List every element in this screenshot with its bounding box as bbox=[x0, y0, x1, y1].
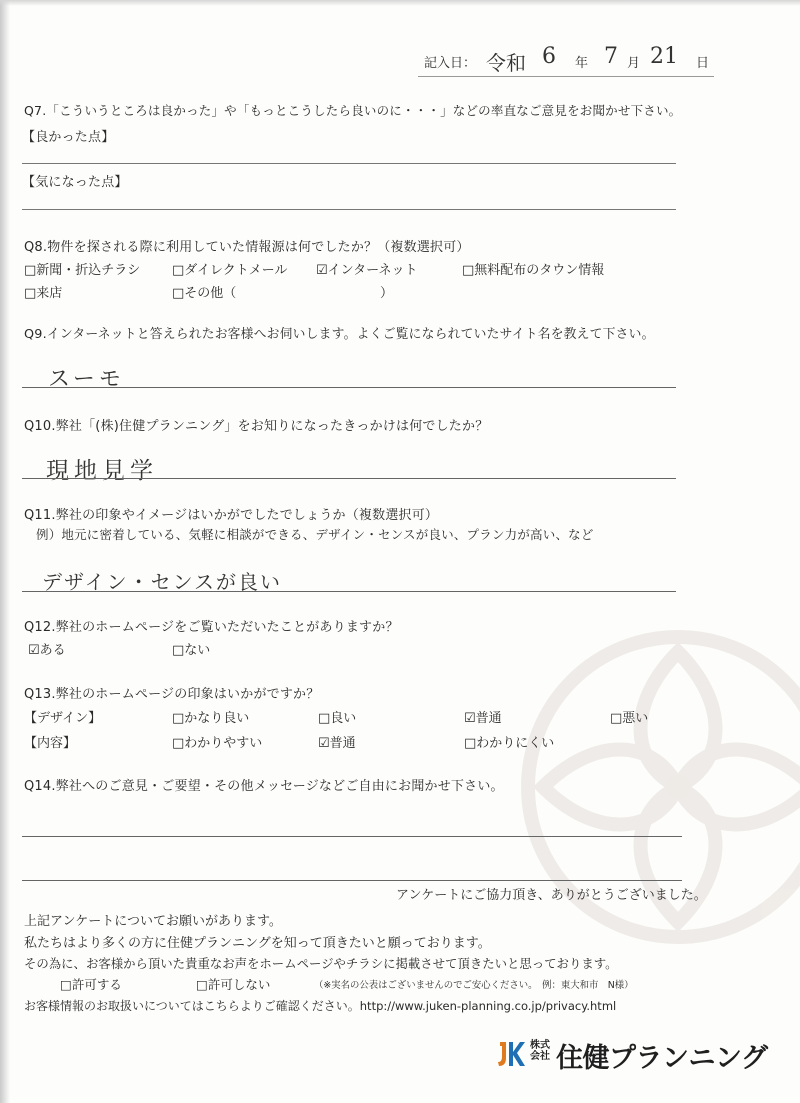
option-label: わかりにくい bbox=[476, 736, 555, 751]
q13-design-label: 【デザイン】 bbox=[24, 711, 102, 726]
checkbox-icon[interactable]: □ bbox=[196, 977, 208, 992]
q13-question: Q13.弊社のホームページの印象はいかがですか？ bbox=[24, 687, 320, 702]
date-day-unit: 日 bbox=[696, 56, 710, 71]
date-label: 記入日： bbox=[424, 56, 477, 71]
date-year-unit: 年 bbox=[575, 56, 589, 71]
date-month: 7 bbox=[604, 44, 618, 69]
checkbox-icon[interactable]: □ bbox=[318, 711, 331, 726]
option-label: 良い bbox=[330, 711, 357, 726]
q13-design-normal[interactable] bbox=[464, 707, 502, 726]
q10-answer: 現地見学 bbox=[46, 458, 158, 484]
page-edge-shadow bbox=[0, 0, 10, 1103]
request-line-2: 私たちはより多くの方に住健プランニングを知って頂きたいと願っております。 bbox=[24, 936, 491, 951]
checkbox-icon[interactable]: □ bbox=[172, 263, 185, 278]
q11-answer-line bbox=[22, 591, 676, 592]
date-month-unit: 月 bbox=[627, 56, 641, 71]
privacy-line bbox=[24, 997, 616, 1014]
q8-option-other[interactable] bbox=[172, 282, 236, 301]
q10-question: Q10.弊社「(株)住健プランニング」をお知りになったきっかけは何でしたか？ bbox=[24, 419, 489, 434]
deny-option[interactable] bbox=[196, 975, 270, 993]
option-label: インターネット bbox=[327, 263, 418, 278]
option-label: その他（ bbox=[184, 286, 237, 301]
checkbox-icon[interactable]: □ bbox=[24, 286, 37, 301]
q11-answer: デザイン・センスが良い bbox=[42, 570, 282, 594]
q9-answer-line bbox=[22, 387, 676, 388]
q7-concern-label: 【気になった点】 bbox=[22, 175, 128, 190]
logo-kabushiki-1: 株式 bbox=[530, 1040, 550, 1051]
checked-checkbox-icon[interactable]: ☑ bbox=[318, 736, 330, 751]
request-line-1: 上記アンケートについてお願いがあります。 bbox=[24, 914, 282, 929]
option-label: ある bbox=[39, 643, 66, 658]
q14-line-2 bbox=[22, 880, 682, 881]
q7-good-label: 【良かった点】 bbox=[22, 130, 115, 145]
checked-checkbox-icon[interactable]: ☑ bbox=[316, 263, 328, 278]
checked-checkbox-icon[interactable]: ☑ bbox=[464, 711, 476, 726]
q8-option-newspaper[interactable] bbox=[24, 259, 140, 278]
date-era: 令和 bbox=[486, 51, 526, 75]
checkbox-icon[interactable]: □ bbox=[172, 736, 185, 751]
checkbox-icon[interactable]: □ bbox=[464, 736, 477, 751]
page-top-shadow bbox=[0, 0, 800, 6]
q11-question: Q11.弊社の印象やイメージはいかがでしたでしょうか（複数選択可） bbox=[24, 508, 439, 523]
q11-example: 例）地元に密着している、気軽に相談ができる、デザイン・センスが良い、プラン力が高い、など bbox=[36, 527, 594, 542]
option-label: 許可しない bbox=[207, 977, 271, 992]
privacy-text: お客様情報のお取扱いについてはこちらよりご確認ください。 bbox=[24, 999, 360, 1013]
q12-option-yes[interactable] bbox=[28, 639, 66, 658]
logo-kabushiki-2: 会社 bbox=[530, 1051, 550, 1062]
q13-content-normal[interactable] bbox=[318, 732, 356, 751]
checkbox-icon[interactable]: □ bbox=[172, 286, 185, 301]
q13-content-clear[interactable] bbox=[172, 732, 262, 751]
q13-design-good[interactable] bbox=[318, 707, 356, 726]
option-label: ダイレクトメール bbox=[184, 263, 288, 278]
jk-mark-icon bbox=[496, 1036, 526, 1070]
q9-answer: スーモ bbox=[48, 367, 125, 392]
q7-concern-line bbox=[22, 209, 676, 210]
q13-content-unclear[interactable] bbox=[464, 732, 554, 751]
option-label: 新聞・折込チラシ bbox=[36, 263, 141, 278]
anonymity-note: （※実名の公表はございませんのでご安心ください。 例：東大和市 N様） bbox=[314, 980, 634, 991]
request-line-3: その為に、お客様から頂いた貴重なお声をホームページやチラシに掲載させて頂きたいと思っております。 bbox=[24, 956, 618, 971]
company-logo bbox=[496, 1034, 786, 1074]
q8-option-internet[interactable] bbox=[316, 259, 418, 278]
entry-date bbox=[424, 52, 476, 71]
q7-question: Q7.「こういうところは良かった」や「もっとこうしたら良いのに・・・」などの率直なご意見をお聞かせ下さい。 bbox=[24, 103, 682, 118]
q13-content-label: 【内容】 bbox=[24, 736, 77, 751]
privacy-link[interactable]: http://www.juken-planning.co.jp/privacy.html bbox=[359, 999, 617, 1013]
q7-good-line bbox=[22, 163, 676, 164]
option-label: 許可する bbox=[71, 977, 122, 992]
thanks-message: アンケートにご協力頂き、ありがとうございました。 bbox=[396, 888, 707, 903]
q9-question: Q9.インターネットと答えられたお客様へお伺いします。よくご覧になられていたサイト名を教えて下さい。 bbox=[24, 327, 655, 342]
option-label: 来店 bbox=[36, 286, 63, 301]
q13-design-very-good[interactable] bbox=[172, 707, 249, 726]
q8-other-close: ） bbox=[380, 286, 394, 301]
q8-option-visit[interactable] bbox=[24, 282, 62, 301]
option-label: 無料配布のタウン情報 bbox=[474, 263, 605, 278]
checkbox-icon[interactable]: □ bbox=[24, 263, 37, 278]
checkbox-icon[interactable]: □ bbox=[60, 977, 72, 992]
date-day: 21 bbox=[650, 44, 678, 69]
checked-checkbox-icon[interactable]: ☑ bbox=[28, 643, 40, 658]
logo-kabushiki bbox=[530, 1040, 550, 1062]
q8-option-town-info[interactable] bbox=[462, 259, 604, 278]
crest-watermark bbox=[475, 612, 800, 962]
q12-question: Q12.弊社のホームページをご覧いただいたことがありますか？ bbox=[24, 620, 399, 635]
q10-answer-line bbox=[22, 478, 676, 479]
date-year: 6 bbox=[542, 44, 556, 69]
option-label: かなり良い bbox=[184, 711, 250, 726]
permit-option[interactable] bbox=[60, 975, 122, 993]
option-label: ない bbox=[184, 643, 211, 658]
date-underline bbox=[418, 76, 714, 77]
q13-design-bad[interactable] bbox=[610, 707, 648, 726]
option-label: わかりやすい bbox=[184, 736, 263, 751]
option-label: 普通 bbox=[475, 711, 502, 726]
checkbox-icon[interactable]: □ bbox=[172, 643, 185, 658]
checkbox-icon[interactable]: □ bbox=[172, 711, 185, 726]
q14-line-1 bbox=[22, 836, 682, 837]
checkbox-icon[interactable]: □ bbox=[610, 711, 623, 726]
q8-question: Q8.物件を探される際に利用していた情報源は何でしたか？（複数選択可） bbox=[24, 240, 470, 255]
q12-option-no[interactable] bbox=[172, 639, 210, 658]
q8-option-direct-mail[interactable] bbox=[172, 259, 287, 278]
option-label: 普通 bbox=[329, 736, 356, 751]
logo-company-name: 住健プランニング bbox=[556, 1043, 768, 1074]
checkbox-icon[interactable]: □ bbox=[462, 263, 475, 278]
q14-question: Q14.弊社へのご意見・ご要望・その他メッセージなどご自由にお聞かせ下さい。 bbox=[24, 779, 504, 794]
option-label: 悪い bbox=[622, 711, 649, 726]
